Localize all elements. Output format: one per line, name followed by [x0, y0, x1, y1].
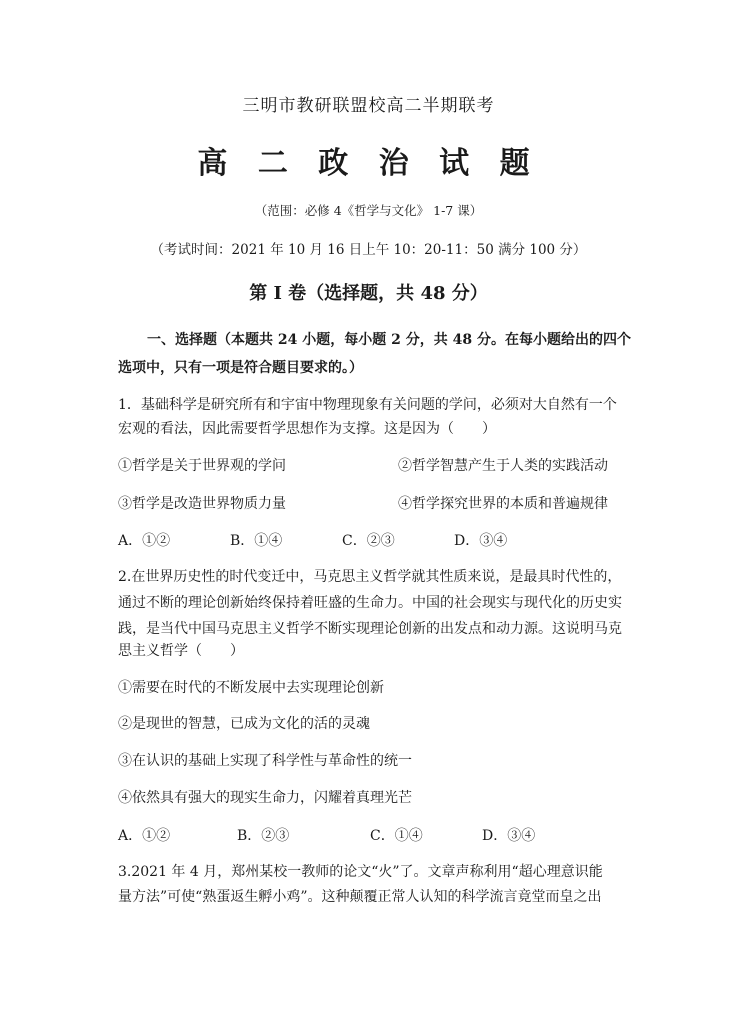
q1-option-b: B．①④: [230, 533, 283, 549]
q2-statement-2: ②是现世的智慧，已成为文化的活的灵魂: [118, 716, 370, 732]
q1-statement-2: ②哲学智慧产生于人类的实践活动: [398, 458, 608, 474]
q2-stem-line3: 践，是当代中国马克思主义哲学不断实现理论创新的出发点和动力源。这说明马克: [118, 621, 622, 637]
school-name: 三明市教研联盟校高二半期联考: [242, 96, 495, 116]
q3-stem-line2: 量方法”可使“熟蛋返生孵小鸡”。这种颠覆正常人认知的科学流言竟堂而皇之出: [118, 889, 602, 905]
q1-option-c: C．②③: [342, 533, 395, 549]
q2-option-a: A．①②: [118, 828, 171, 844]
q1-statement-4: ④哲学探究世界的本质和普遍规律: [398, 496, 608, 512]
q1-option-a: A．①②: [118, 533, 171, 549]
q1-statement-3: ③哲学是改造世界物质力量: [118, 496, 286, 512]
volume-heading: 第 I 卷（选择题，共 48 分）: [249, 283, 488, 304]
q1-stem-line1: 1．基础科学是研究所有和宇宙中物理现象有关问题的学问，必须对大自然有一个: [118, 397, 617, 413]
q1-stem-line2: 宏观的看法，因此需要哲学思想作为支撑。这是因为（ ）: [118, 421, 496, 437]
q2-stem-line1: 2.在世界历史性的时代变迁中，马克思主义哲学就其性质来说，是最具时代性的，: [118, 569, 622, 585]
q3-stem-line1: 3.2021 年 4 月，郑州某校一教师的论文“火”了。文章声称利用“超心理意识能: [118, 864, 603, 880]
q2-statement-1: ①需要在时代的不断发展中去实现理论创新: [118, 680, 384, 696]
q2-stem-line2: 通过不断的理论创新始终保持着旺盛的生命力。中国的社会现实与现代化的历史实: [118, 595, 622, 611]
q2-statement-4: ④依然具有强大的现实生命力，闪耀着真理光芒: [118, 790, 412, 806]
q2-option-b: B．②③: [237, 828, 290, 844]
section-instruction-line1: 一、选择题（本题共 24 小题，每小题 2 分，共 48 分。在每小题给出的四个: [147, 332, 631, 348]
section-instruction-line2: 选项中，只有一项是符合题目要求的。）: [118, 360, 363, 376]
exam-range: （范围：必修 4《哲学与文化》 1-7 课）: [254, 203, 483, 218]
exam-time: （考试时间：2021 年 10 月 16 日上午 10：20-11：50 满分 100 分）: [150, 242, 587, 258]
q1-statement-1: ①哲学是关于世界观的学问: [118, 458, 286, 474]
q1-option-d: D．③④: [454, 533, 508, 549]
exam-title: 高 二 政 治 试 题: [197, 146, 540, 181]
q2-option-c: C．①④: [370, 828, 423, 844]
q2-stem-line4: 思主义哲学（ ）: [118, 643, 244, 659]
q2-statement-3: ③在认识的基础上实现了科学性与革命性的统一: [118, 753, 412, 769]
q2-option-d: D．③④: [482, 828, 536, 844]
